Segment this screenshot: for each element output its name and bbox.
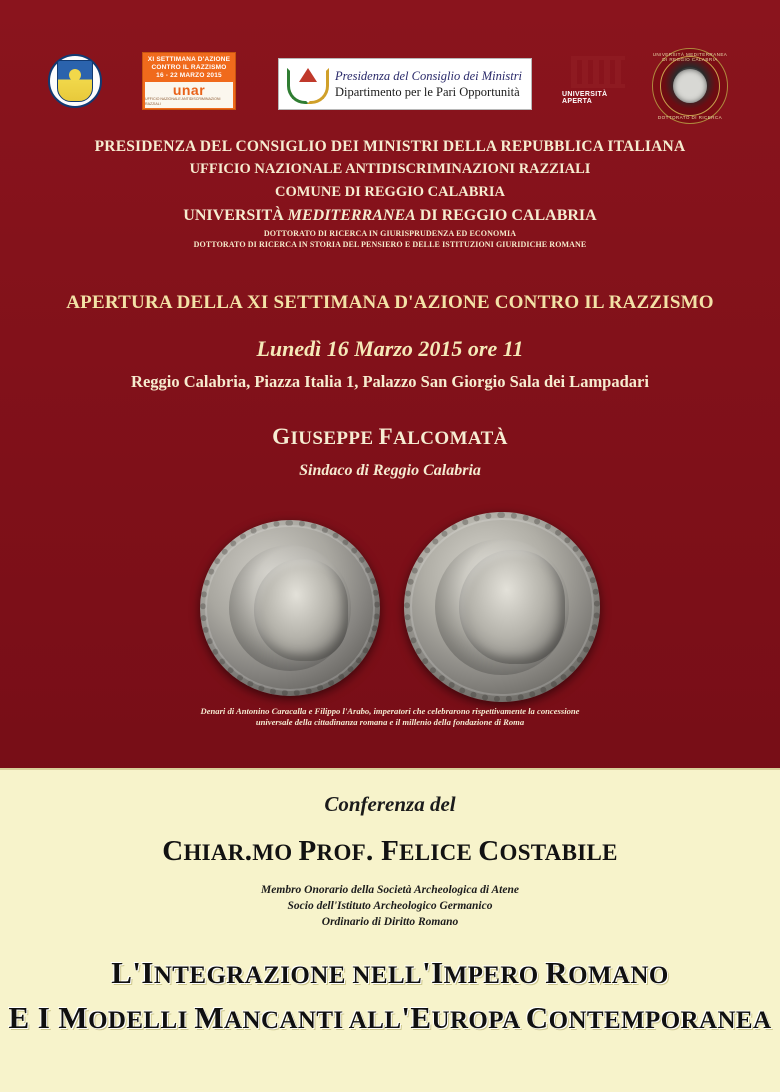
prof-c1: C xyxy=(162,835,184,867)
mediterranea-arc-text xyxy=(652,48,728,124)
universita-aperta-logo xyxy=(562,56,634,110)
event-opening-title: APERTURA DELLA XI SETTIMANA D'AZIONE CONTRO IL RAZZISMO xyxy=(66,292,714,313)
event-place: Reggio Calabria, Piazza Italia 1, Palazzo San Giorgio Sala dei Lampadari xyxy=(131,372,649,391)
mediterranea-arc-top: UNIVERSITÀ MEDITERRANEA DI REGGIO CALABRIA xyxy=(652,52,728,62)
prof-mo: MO xyxy=(252,840,299,865)
universita-prefix: UNIVERSITÀ xyxy=(183,207,288,224)
universita-mediterranea-seal xyxy=(652,48,728,124)
prof-elice: ELICE xyxy=(399,840,479,865)
prof-c2: C xyxy=(478,835,500,867)
professor-roles xyxy=(0,882,780,930)
unar-line1: XI SETTIMANA D'AZIONE xyxy=(147,56,231,63)
conference-panel xyxy=(0,768,780,1092)
title1-a: L'I xyxy=(111,955,154,990)
prof-dot2: . xyxy=(365,835,382,867)
institution-line-2: UFFICIO NAZIONALE ANTIDISCRIMINAZIONI RAZZIALI xyxy=(189,161,591,177)
speaker-first-initial: G xyxy=(272,424,291,449)
title1-b: NTEGRAZIONE NELL xyxy=(153,962,423,989)
universita-suffix: DI REGGIO CALABRIA xyxy=(415,207,597,224)
prof-chiar: HIAR xyxy=(183,840,245,865)
professor-role-2: Socio dell'Istituto Archeologico Germanico xyxy=(287,900,493,912)
event-datetime: Lunedì 16 Marzo 2015 ore 11 xyxy=(256,336,524,361)
title2-d: M xyxy=(194,1000,225,1035)
title2-i: ONTEMPORANEA xyxy=(548,1007,772,1034)
professor-role-3: Ordinario di Diritto Romano xyxy=(321,916,459,928)
comune-shield-icon xyxy=(57,60,93,102)
prof-p: P xyxy=(298,835,317,867)
emblema-repubblica-icon xyxy=(285,62,331,106)
title2-b: M xyxy=(58,1000,89,1035)
lecture-title-line-1 xyxy=(0,952,780,997)
speaker-name xyxy=(0,424,780,450)
roman-coins-image xyxy=(0,512,780,702)
coin-caracalla xyxy=(200,520,380,696)
lecture-title-line-2 xyxy=(0,997,780,1042)
colonnato-icon xyxy=(571,56,625,88)
prof-rof: ROF xyxy=(316,840,366,865)
unar-word: unar xyxy=(172,82,206,98)
coins-caption xyxy=(120,706,660,728)
unar-settimana-azione-logo xyxy=(142,52,236,110)
mediterranea-emphasis: MEDITERRANEA xyxy=(287,207,416,224)
unar-line3: 16 - 22 MARZO 2015 xyxy=(156,72,222,79)
unar-line2: CONTRO IL RAZZISMO xyxy=(151,64,227,71)
universita-aperta-label: UNIVERSITÀ APERTA xyxy=(562,91,608,105)
logo-bar xyxy=(0,26,780,120)
title2-a: E I xyxy=(8,1000,59,1035)
presidenza-line2: Dipartimento per le Pari Opportunità xyxy=(335,85,520,99)
prof-f: F xyxy=(381,835,400,867)
speaker-last-rest: ALCOMATÀ xyxy=(393,428,508,449)
presidenza-line1: Presidenza del Consiglio dei Ministri xyxy=(335,69,523,83)
title1-c: 'I xyxy=(422,955,444,990)
title1-e: R xyxy=(545,955,569,990)
prof-ostabile: OSTABILE xyxy=(499,840,618,865)
unar-wordmark xyxy=(145,82,233,108)
unar-subtitle: UFFICIO NAZIONALE ANTIDISCRIMINAZIONI RAZZIALI xyxy=(145,97,221,106)
conference-label: Conferenza del xyxy=(324,792,456,816)
comune-di-reggio-calabria-seal xyxy=(48,54,102,108)
speaker-last-initial: F xyxy=(378,424,394,449)
title2-g: UROPA xyxy=(431,1007,526,1034)
title1-d: MPERO xyxy=(443,962,546,989)
institutions-block xyxy=(0,136,780,250)
mediterranea-arc-bottom: DOTTORATO DI RICERCA xyxy=(657,115,723,120)
coins-caption-line-1: Denari di Antonino Caracalla e Filippo l'Arabo, imperatori che celebrarono rispettivamente la concessione xyxy=(200,706,580,716)
institution-line-4 xyxy=(0,204,780,228)
speaker-role: Sindaco di Reggio Calabria xyxy=(299,462,481,479)
professor-name xyxy=(0,835,780,868)
dottorato-line-1: DOTTORATO DI RICERCA IN GIURISPRUDENZA ED ECONOMIA xyxy=(263,229,517,238)
title2-c: ODELLI xyxy=(88,1007,195,1034)
institution-line-1: PRESIDENZA DEL CONSIGLIO DEI MINISTRI DELLA REPUBBLICA ITALIANA xyxy=(94,138,686,155)
title2-h: C xyxy=(525,1000,549,1035)
presidenza-consiglio-ministri-logo xyxy=(278,58,532,110)
title2-f: 'E xyxy=(401,1000,432,1035)
dottorato-line-2: DOTTORATO DI RICERCA IN STORIA DEL PENSIERO E DELLE ISTITUZIONI GIURIDICHE ROMANE xyxy=(193,240,587,249)
coin-filippo-arabo xyxy=(404,512,600,702)
professor-role-1: Membro Onorario della Società Archeologica di Atene xyxy=(261,884,519,896)
prof-dot1: . xyxy=(244,835,253,867)
coins-caption-line-2: universale della cittadinanza romana e il millenio della fondazione di Roma xyxy=(255,717,525,727)
lecture-title xyxy=(0,952,780,1042)
title2-e: ANCANTI ALL xyxy=(224,1007,402,1034)
institution-line-3: COMUNE DI REGGIO CALABRIA xyxy=(274,184,505,200)
speaker-first-rest: IUSEPPE xyxy=(290,428,379,449)
title1-f: OMANO xyxy=(568,962,669,989)
